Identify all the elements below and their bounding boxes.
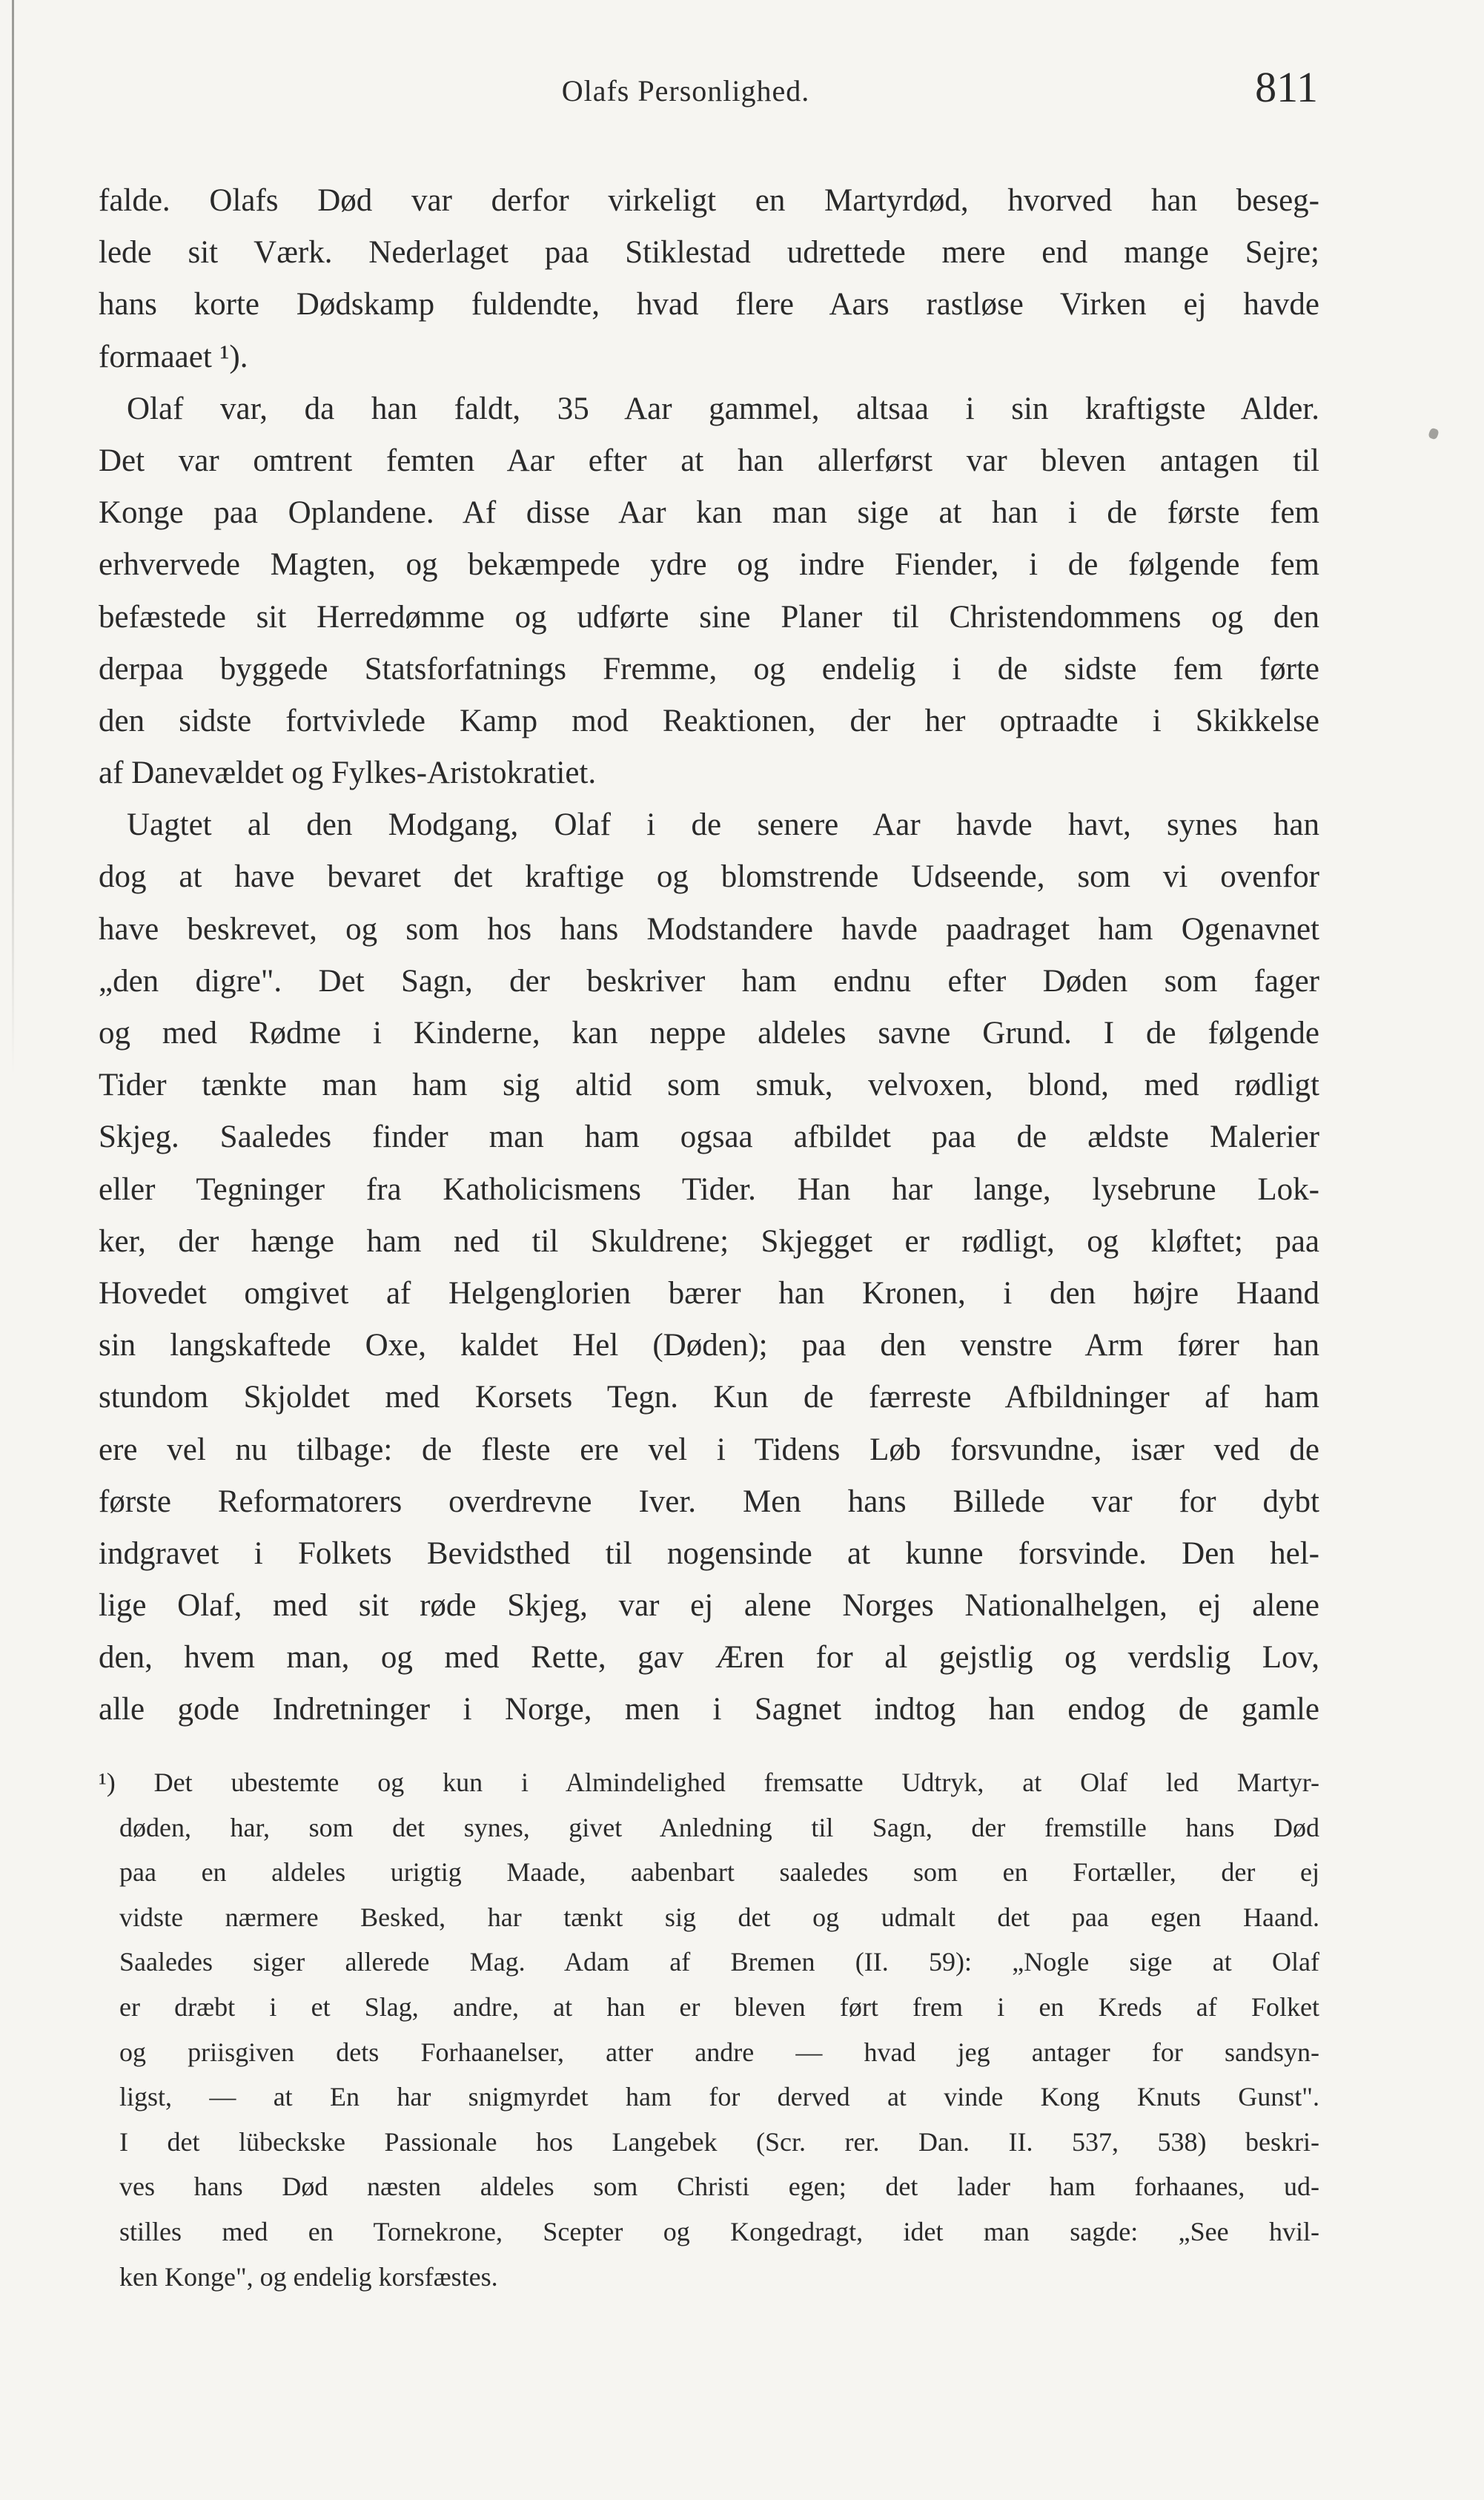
- footnote-line: I det lübeckske Passionale hos Langebek (Scr. rer. Dan. II. 537, 538) beskri-: [119, 2126, 1319, 2157]
- footnote-line: Saaledes siger allerede Mag. Adam af Bremen (II. 59): „Nogle sige at Olaf: [119, 1947, 1319, 1977]
- text-line: „den digre". Det Sagn, der beskriver ham endnu efter Døden som fager: [99, 963, 1319, 999]
- paragraph: [99, 383, 1319, 800]
- text-line: sin langskaftede Oxe, kaldet Hel (Døden); paa den venstre Arm fører han: [99, 1328, 1319, 1363]
- text-line: stundom Skjoldet med Korsets Tegn. Kun de færreste Afbildninger af ham: [99, 1380, 1319, 1415]
- text-line: ker, der hænge ham ned til Skuldrene; Skjegget er rødligt, og kløftet; paa: [99, 1223, 1319, 1259]
- running-title: Olafs Personlighed.: [561, 74, 810, 108]
- text-line: erhvervede Magten, og bekæmpede ydre og indre Fiender, i de følgende fem: [99, 547, 1319, 583]
- footnote-line: ves hans Død næsten aldeles som Christi egen; det lader ham forhaanes, ud-: [119, 2172, 1319, 2202]
- footnote-line: ligst, — at En har snigmyrdet ham for derved at vinde Kong Knuts Gunst".: [119, 2082, 1319, 2112]
- text-line: den, hvem man, og med Rette, gav Æren for al gejstlig og verdslig Lov,: [99, 1640, 1319, 1676]
- text-line: første Reformatorers overdrevne Iver. Men hans Billede var for dybt: [99, 1484, 1319, 1519]
- text-line: af Danevældet og Fylkes-Aristokratiet.: [99, 755, 597, 791]
- text-line: alle gode Indretninger i Norge, men i Sagnet indtog han endog de gamle: [99, 1692, 1319, 1727]
- text-line: falde. Olafs Død var derfor virkeligt en Martyrdød, hvorved han beseg-: [99, 183, 1319, 218]
- text-line: Tider tænkte man ham sig altid som smuk, velvoxen, blond, med rødligt: [99, 1068, 1319, 1103]
- paragraph: [99, 175, 1319, 383]
- footnote-line: er dræbt i et Slag, andre, at han er bleven ført frem i en Kreds af Folket: [119, 1991, 1319, 2022]
- footnote: [99, 1760, 1319, 2299]
- text-line: have beskrevet, og som hos hans Modstandere havde paadraget ham Ogenavnet: [99, 911, 1319, 947]
- text-line: Det var omtrent femten Aar efter at han allerførst var bleven antagen til: [99, 443, 1319, 478]
- text-line: indgravet i Folkets Bevidsthed til nogensinde at kunne forsvinde. Den hel-: [99, 1535, 1319, 1571]
- body-text: [99, 175, 1319, 1736]
- paragraph: [99, 799, 1319, 1736]
- text-line: eller Tegninger fra Katholicismens Tider. Han har lange, lysebrune Lok-: [99, 1171, 1319, 1207]
- margin-pencil-mark: [1428, 427, 1440, 440]
- footnote-line: paa en aldeles urigtig Maade, aabenbart saaledes som en Fortæller, der ej: [119, 1857, 1319, 1888]
- footnote-line: døden, har, som det synes, givet Anledning til Sagn, der fremstille hans Død: [119, 1812, 1319, 1842]
- text-line: lede sit Værk. Nederlaget paa Stiklestad udrettede mere end mange Sejre;: [99, 235, 1319, 271]
- footnote-line: stilles med en Tornekrone, Scepter og Kongedragt, idet man sagde: „See hvil-: [119, 2216, 1319, 2246]
- text-line: Uagtet al den Modgang, Olaf i de senere Aar havde havt, synes han: [127, 807, 1319, 843]
- text-line: ere vel nu tilbage: de fleste ere vel i Tidens Løb forsvundne, især ved de: [99, 1432, 1319, 1467]
- footnote-line: vidste nærmere Besked, har tænkt sig det og udmalt det paa egen Haand.: [119, 1902, 1319, 1932]
- page-number: 811: [1255, 63, 1318, 111]
- text-line: Skjeg. Saaledes finder man ham ogsaa afbildet paa de ældste Malerier: [99, 1120, 1319, 1155]
- text-line: befæstede sit Herredømme og udførte sine Planer til Christendommens og den: [99, 599, 1319, 635]
- page-edge-shadow: [12, 0, 14, 1075]
- text-line: Konge paa Oplandene. Af disse Aar kan man sige at han i de første fem: [99, 495, 1319, 531]
- text-line: og med Rødme i Kinderne, kan neppe aldeles savne Grund. I de følgende: [99, 1016, 1319, 1051]
- footnote-line: og priisgiven dets Forhaanelser, atter andre — hvad jeg antager for sandsyn-: [119, 2037, 1319, 2067]
- text-line: Hovedet omgivet af Helgenglorien bærer han Kronen, i den højre Haand: [99, 1275, 1319, 1311]
- text-line: hans korte Dødskamp fuldendte, hvad flere Aars rastløse Virken ej havde: [99, 287, 1319, 323]
- text-line: derpaa byggede Statsforfatnings Fremme, og endelig i de sidste fem førte: [99, 651, 1319, 687]
- text-line: dog at have bevaret det kraftige og blomstrende Udseende, som vi ovenfor: [99, 859, 1319, 895]
- text-line: Olaf var, da han faldt, 35 Aar gammel, altsaa i sin kraftigste Alder.: [127, 391, 1319, 426]
- footnote-line: ¹) Det ubestemte og kun i Almindelighed fremsatte Udtryk, at Olaf led Martyr-: [99, 1767, 1319, 1797]
- text-line: lige Olaf, med sit røde Skjeg, var ej alene Norges Nationalhelgen, ej alene: [99, 1588, 1319, 1624]
- text-line: formaaet ¹).: [99, 339, 248, 374]
- text-line: den sidste fortvivlede Kamp mod Reaktionen, der her optraadte i Skikkelse: [99, 703, 1319, 738]
- footnote-line: ken Konge", og endelig korsfæstes.: [119, 2261, 498, 2292]
